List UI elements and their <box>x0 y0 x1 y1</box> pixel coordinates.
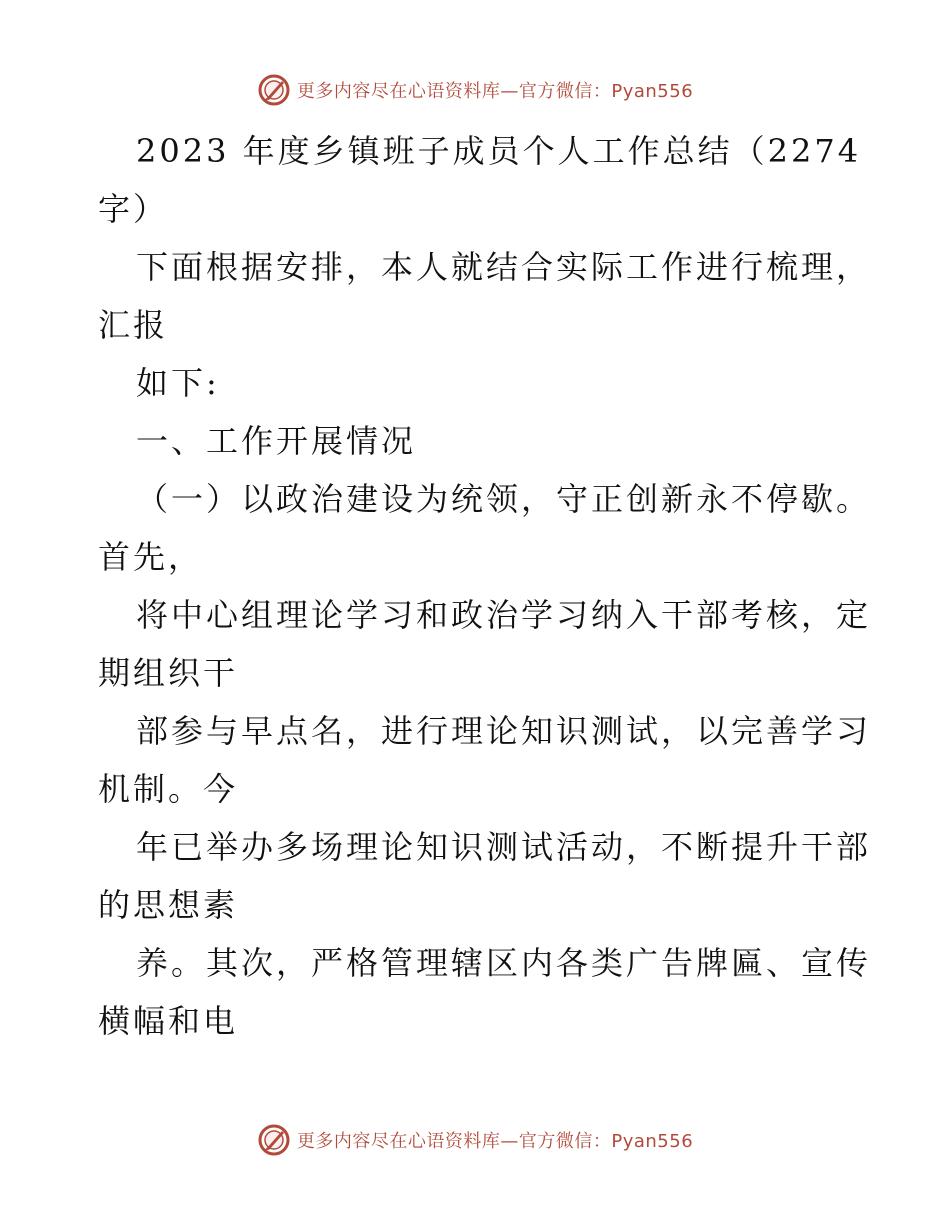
banner-text: 更多内容尽在心语资料库—官方微信：Pyan556 <box>296 81 694 102</box>
paragraph-line: 养。其次，严格管理辖区内各类广告牌匾、宣传 <box>136 944 872 982</box>
subsection-heading: （一）以政治建设为统领，守正创新永不停歇。 <box>136 480 872 518</box>
paragraph-line: 汇报 <box>98 306 169 344</box>
paragraph-line: 如下: <box>136 364 220 402</box>
document-body <box>98 122 872 1050</box>
paragraph-line: 将中心组理论学习和政治学习纳入干部考核，定 <box>136 596 872 634</box>
paragraph-line: 机制。今 <box>98 770 239 808</box>
footer-banner <box>0 1120 950 1160</box>
quill-seal-logo-icon <box>257 73 291 107</box>
quill-seal-logo-icon <box>257 1123 291 1157</box>
banner-text: 更多内容尽在心语资料库—官方微信：Pyan556 <box>296 1131 694 1152</box>
document-title-line-2: 字） <box>98 190 169 228</box>
paragraph-line: 的思想素 <box>98 886 239 924</box>
header-banner <box>0 70 950 110</box>
paragraph-line: 部参与早点名，进行理论知识测试，以完善学习 <box>136 712 872 750</box>
paragraph-line: 横幅和电 <box>98 1002 239 1040</box>
paragraph-line: 首先， <box>98 538 204 576</box>
paragraph-line: 下面根据安排，本人就结合实际工作进行梳理， <box>136 248 872 286</box>
document-title-line-1: 2023 年度乡镇班子成员个人工作总结（2274 <box>136 132 862 170</box>
paragraph-line: 年已举办多场理论知识测试活动，不断提升干部 <box>136 828 872 866</box>
section-heading: 一、工作开展情况 <box>136 422 417 460</box>
paragraph-line: 期组织干 <box>98 654 239 692</box>
